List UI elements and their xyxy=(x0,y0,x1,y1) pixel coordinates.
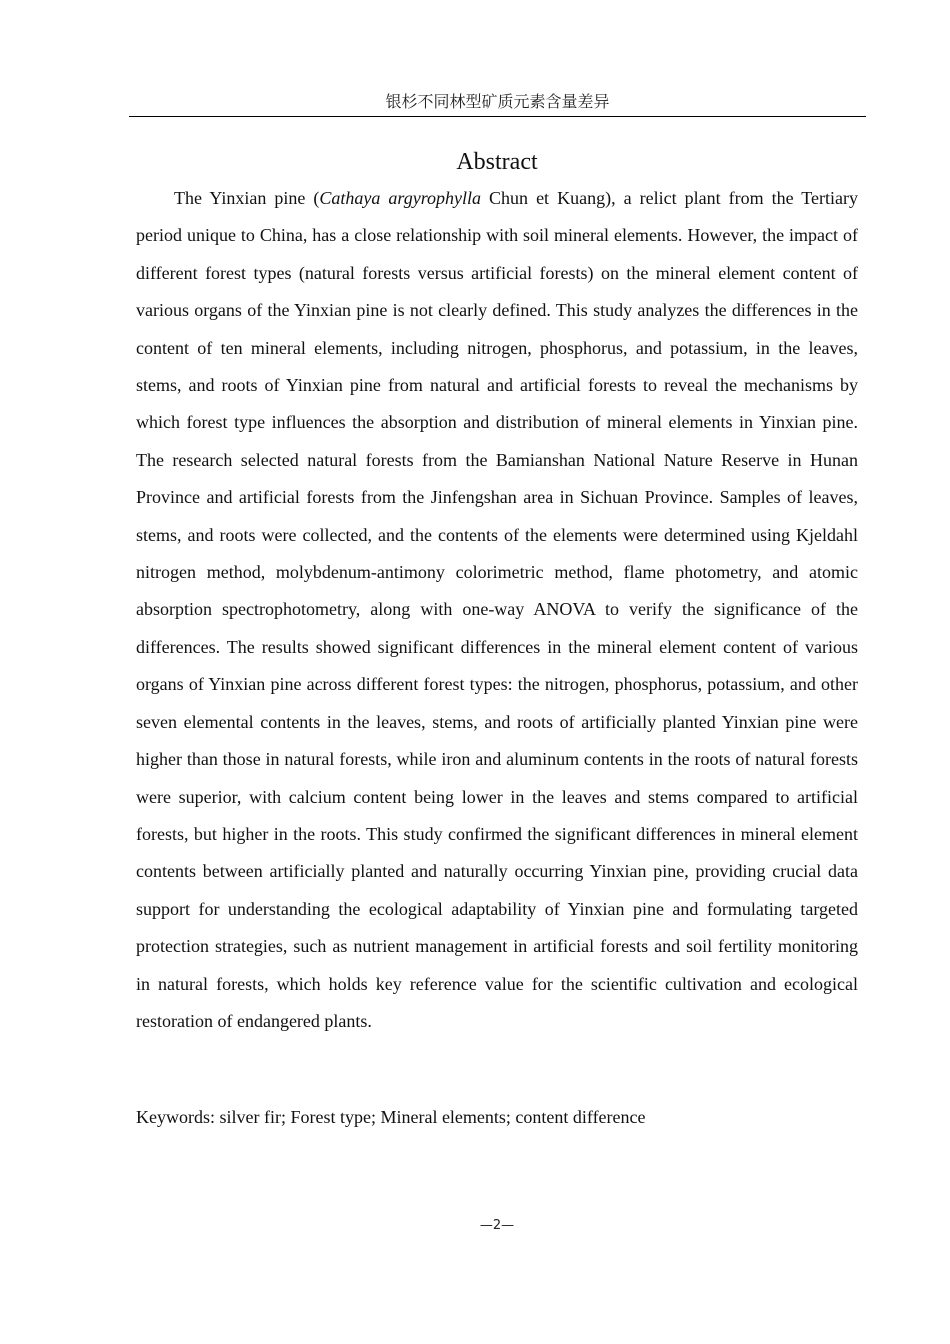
species-name: Cathaya argyrophylla xyxy=(319,188,482,208)
keywords-line: Keywords: silver fir; Forest type; Mineral elements; content difference xyxy=(136,1107,646,1127)
abstract-text-intro: The Yinxian pine ( xyxy=(174,188,320,208)
page-number: —2— xyxy=(479,1218,515,1233)
abstract-title: Abstract xyxy=(456,149,538,175)
abstract-text-main: Chun et Kuang), a relict plant from the Tertiary period unique to China, has a close relationship with soil mineral elements. However, the impact of different forest types (natural forests versus artificial forests) on the mineral element content of various organs of the Yinxian pine is not clearly defined. This study analyzes the differences in the content of ten mineral elements, including nitrogen, phosphorus, and potassium, in the leaves, stems, and roots of Yinxian pine from natural and artificial forests to reveal the mechanisms by which forest type influences the absorption and distribution of mineral elements in Yinxian pine. The research selected natural forests from the Bamianshan National Nature Reserve in Hunan Province and artificial forests from the Jinfengshan area in Sichuan Province. Samples of leaves, stems, and roots were collected, and the contents of the elements were determined using Kjeldahl nitrogen method, molybdenum-antimony colorimetric method, flame photometry, and atomic absorption spectrophotometry, along with one-way ANOVA to verify the significance of the differences. The results showed significant differences in the mineral element content of various organs of Yinxian pine across different forest types: the nitrogen, phosphorus, potassium, and other seven elemental contents in the leaves, stems, and roots of artificially planted Yinxian pine were higher than those in natural forests, while iron and aluminum contents in the roots of natural forests were superior, with calcium content being lower in the leaves and stems compared to artificial forests, but higher in the roots. This study confirmed the significant differences in mineral element contents between artificially planted and naturally occurring Yinxian pine, providing crucial data support for understanding the ecological adaptability of Yinxian pine and formulating targeted protection strategies, such as nutrient management in artificial forests and soil fertility monitoring in natural forests, which holds key reference value for the scientific cultivation and ecological restoration of endangered plants. xyxy=(136,188,858,1031)
running-header xyxy=(129,90,866,117)
running-header-title: 银杉不同林型矿质元素含量差异 xyxy=(385,92,610,111)
abstract-body xyxy=(136,180,858,1040)
